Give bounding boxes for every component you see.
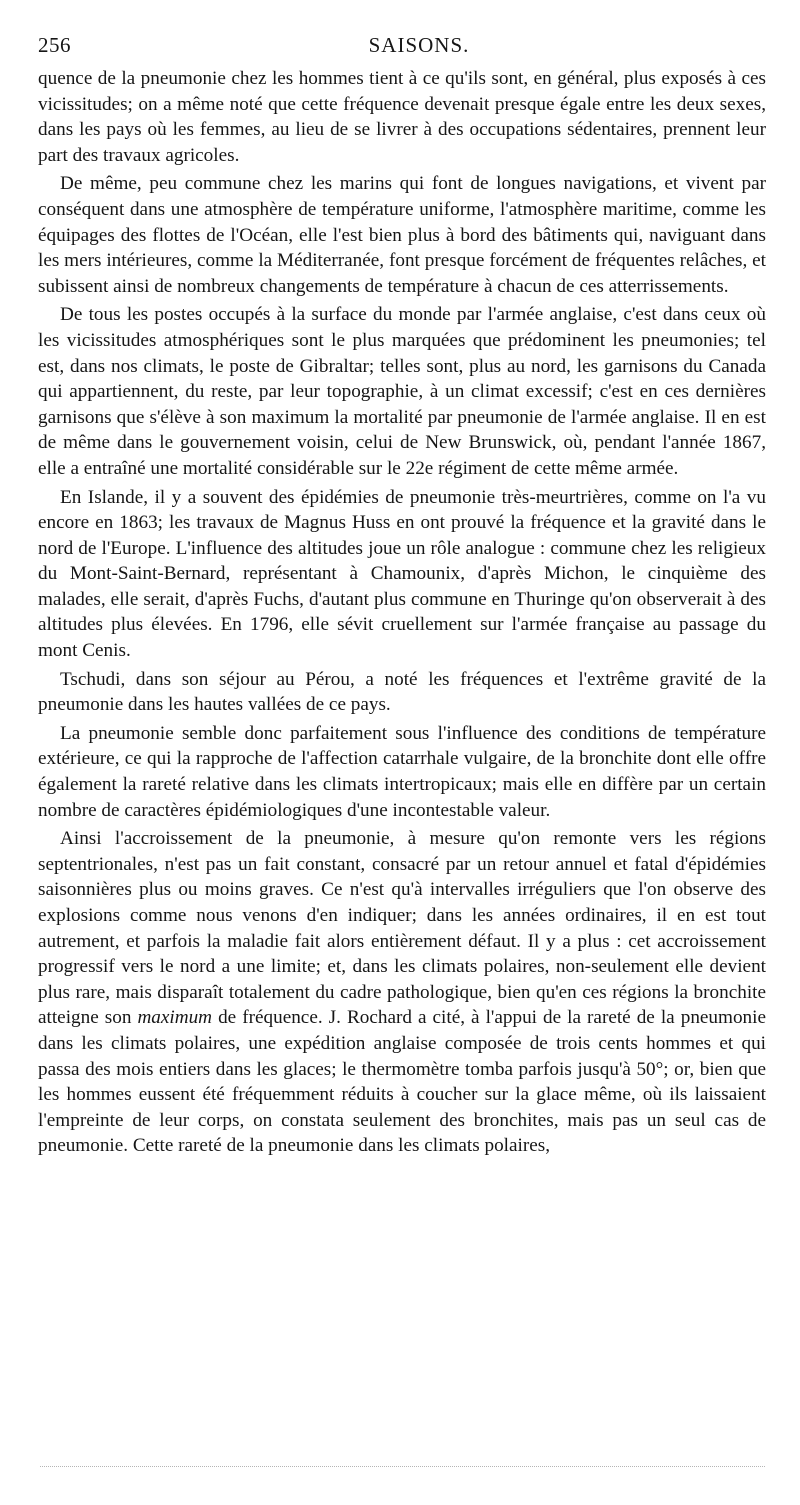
page-number: 256	[38, 33, 71, 57]
paragraph-7-text-a: Ainsi l'accroissement de la pneumonie, à mesure qu'on remonte vers les régions septentrionales, n'est pas un fait constant, consacré par un retour annuel et fatal d'épidémies saisonnières plus ou moins graves. Ce n'est qu'à intervalles irréguliers que l'on observe des explosions comme nous venons d'en indiquer; dans les années ordinaires, il en est tout autrement, et parfois la maladie fait alors entièrement défaut. Il y a plus : cet accroissement progressif vers le nord a une limite; et, dans les climats polaires, non-seulement elle devient plus rare, mais disparaît totalement du cadre pathologique, bien qu'en ces régions la bronchite atteigne son	[38, 828, 766, 1029]
paragraph-7-text-b: de fréquence. J. Rochard a cité, à l'appui de la rareté de la pneumonie dans les climats polaires, une expédition anglaise composée de trois cents hommes et qui passa des mois entiers dans les glaces; le thermomètre tomba parfois jusqu'à 50°; or, bien que les hommes eussent été fréquemment réduits à coucher sur la glace même, où ils laissaient l'empreinte de leur corps, on constata seulement des bronchites, mais pas un seul cas de pneumonie. Cette rareté de la pneumonie dans les climats polaires,	[38, 1007, 766, 1157]
paragraph-4: En Islande, il y a souvent des épidémies de pneumonie très-meurtrières, comme on l'a vu encore en 1863; les travaux de Magnus Huss en ont prouvé la fréquence et la gravité dans le nord de l'Europe. L'influence des altitudes joue un rôle analogue : commune chez les religieux du Mont-Saint-Bernard, représentant à Chamounix, d'après Michon, le cinquième des malades, elle serait, d'après Fuchs, d'autant plus commune en Thuringe qu'on observerait à des altitudes plus élevées. En 1796, elle sévit cruellement sur l'armée française au passage du mont Cenis.	[38, 486, 766, 662]
paragraph-7	[38, 826, 766, 1159]
running-title: SAISONS.	[368, 33, 470, 57]
paragraph-1: quence de la pneumonie chez les hommes tient à ce qu'ils sont, en général, plus exposés à ces vicissitudes; on a même noté que cette fréquence devenait presque égale entre les deux sexes, dans les pays où les femmes, au lieu de se livrer à des occupations sédentaires, prennent leur part des travaux agricoles.	[38, 68, 766, 166]
paragraph-6: La pneumonie semble donc parfaitement sous l'influence des conditions de température extérieure, ce qui la rapproche de l'affection catarrhale vulgaire, de la bronchite dont elle offre également la rareté relative dans les climats intertropicaux; mais elle en diffère par un certain nombre de caractères épidémiologiques d'une incontestable valeur.	[38, 722, 766, 821]
page-header	[38, 30, 766, 60]
paragraph-2: De même, peu commune chez les marins qui font de longues navigations, et vivent par conséquent dans une atmosphère de température uniforme, l'atmosphère maritime, comme les équipages des flottes de l'Océan, elle l'est bien plus à bord des bâtiments qui, naviguant dans les mers intérieures, comme la Méditerranée, font presque forcément de fréquentes relâches, et subissent ainsi de nombreux changements de température à chacun de ces atterrissements.	[38, 173, 766, 297]
paragraph-5: Tschudi, dans son séjour au Pérou, a noté les fréquences et l'extrême gravité de la pneumonie dans les hautes vallées de ce pays.	[38, 668, 766, 716]
paragraph-3: De tous les postes occupés à la surface du monde par l'armée anglaise, c'est dans ceux où les vicissitudes atmosphériques sont le plus marquées que prédominent les pneumonies; tel est, dans nos climats, le poste de Gibraltar; telles sont, plus au nord, les garnisons du Canada qui appartiennent, du reste, par leur topographie, à un climat excessif; c'est en ces dernières garnisons que s'élève à son maximum la mortalité par pneumonie de l'armée anglaise. Il en est de même dans le gouvernement voisin, celui de New Brunswick, où, pendant l'année 1867, elle a entraîné une mortalité considérable sur le 22e régiment de cette même armée.	[38, 304, 766, 479]
body-text	[38, 66, 766, 1159]
footer-dotted-rule	[40, 1466, 765, 1467]
maximum-italic-term: maximum	[137, 1007, 213, 1029]
